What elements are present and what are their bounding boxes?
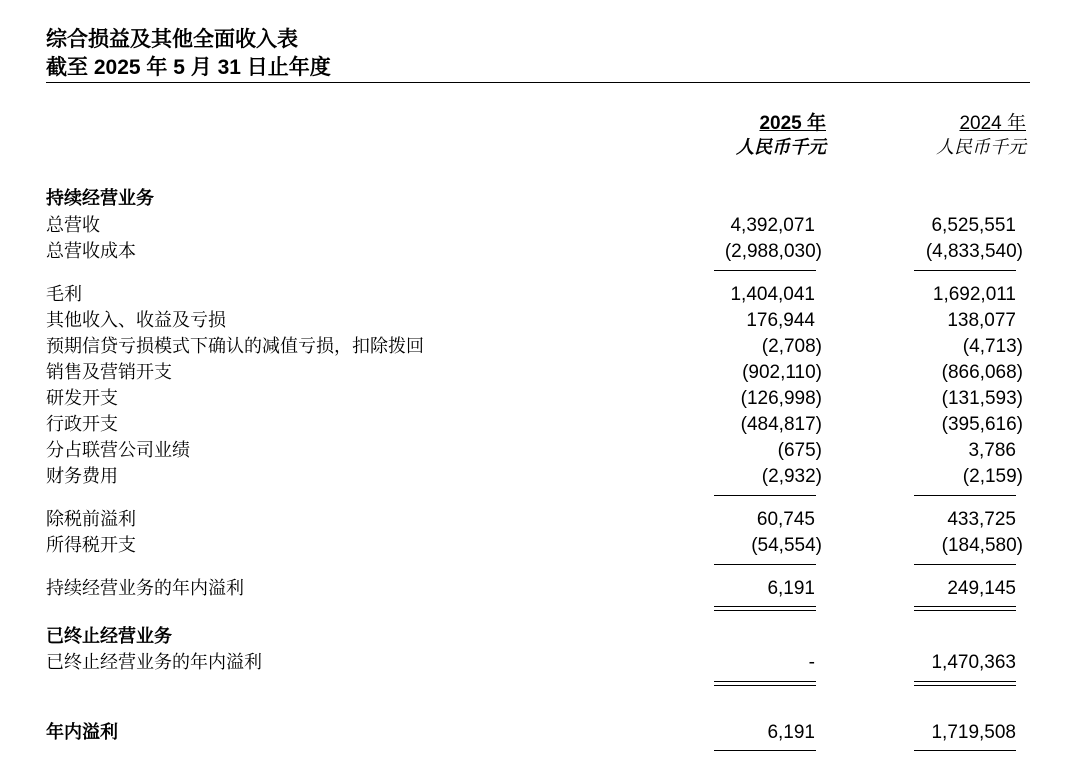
column-unit: 人民币千元 [736,137,826,158]
row-label: 行政开支 [46,414,118,435]
subtotal-rule [914,495,1016,496]
section-heading [0,186,1080,212]
value-2025: (126,998) [740,388,822,409]
table-row [0,334,1080,360]
value-2025: 60,745 [756,509,815,530]
table-row [0,650,1080,676]
total-rule [914,750,1016,751]
column-header-2024 [900,112,1026,160]
section-discontinued: 已终止经营业务 [46,626,172,647]
total-double-rule [714,606,816,611]
value-2025: (54,554) [751,535,822,556]
value-2025: 176,944 [746,310,815,331]
table-row [0,438,1080,464]
value-2024: 138,077 [947,310,1016,331]
value-2025: - [808,652,815,673]
value-2024: (4,833,540) [925,241,1023,262]
row-label: 销售及营销开支 [46,362,172,383]
total-double-rule [914,606,1016,611]
subtotal-rule [914,270,1016,271]
row-label: 其他收入、收益及亏损 [46,310,226,331]
table-row [0,282,1080,308]
table-row [0,213,1080,239]
value-2024: (866,068) [941,362,1023,383]
row-label: 年内溢利 [46,722,118,743]
statement-title: 综合损益及其他全面收入表 [46,28,298,51]
row-label: 财务费用 [46,466,118,487]
table-row [0,308,1080,334]
header-divider [46,82,1030,83]
value-2024: (395,616) [941,414,1023,435]
value-2024: 1,719,508 [931,722,1016,743]
table-row [0,386,1080,412]
table-row [0,464,1080,490]
value-2025: (2,932) [761,466,822,487]
value-2025: (484,817) [740,414,822,435]
value-2025: (2,708) [761,336,822,357]
value-2024: (2,159) [962,466,1023,487]
subtotal-rule [714,270,816,271]
value-2025: (2,988,030) [724,241,822,262]
table-row [0,533,1080,559]
total-double-rule [914,681,1016,686]
value-2024: (131,593) [941,388,1023,409]
subtotal-rule [714,495,816,496]
value-2025: 6,191 [767,722,815,743]
value-2024: 249,145 [947,578,1016,599]
value-2024: 1,692,011 [932,284,1016,305]
table-row [0,360,1080,386]
row-label: 除税前溢利 [46,509,136,530]
column-year: 2024 年 [959,113,1026,134]
statement-period: 截至 2025 年 5 月 31 日止年度 [46,56,331,79]
value-2025: (675) [777,440,822,461]
row-label: 预期信贷亏损模式下确认的减值亏损，扣除拨回 [46,336,424,357]
value-2025: 1,404,041 [730,284,815,305]
row-label: 所得税开支 [46,535,136,556]
value-2024: 6,525,551 [931,215,1016,236]
value-2025: 6,191 [767,578,815,599]
statement-header [46,26,1030,82]
section-continuing: 持续经营业务 [46,188,154,209]
value-2024: 433,725 [947,509,1016,530]
row-label: 毛利 [46,284,82,305]
column-year: 2025 年 [759,113,826,134]
value-2024: (4,713) [962,336,1023,357]
row-label: 已终止经营业务的年内溢利 [46,652,262,673]
value-2024: (184,580) [941,535,1023,556]
table-row [0,720,1080,746]
row-label: 分占联营公司业绩 [46,440,190,461]
table-row [0,576,1080,602]
row-label: 总营收 [46,215,100,236]
total-rule [714,750,816,751]
column-unit: 人民币千元 [936,137,1026,158]
table-row [0,507,1080,533]
row-label: 持续经营业务的年内溢利 [46,578,244,599]
row-label: 总营收成本 [46,241,136,262]
subtotal-rule [714,564,816,565]
section-heading [0,624,1080,650]
subtotal-rule [914,564,1016,565]
total-double-rule [714,681,816,686]
table-row [0,412,1080,438]
value-2024: 3,786 [968,440,1016,461]
row-label: 研发开支 [46,388,118,409]
value-2024: 1,470,363 [931,652,1016,673]
table-row [0,239,1080,265]
value-2025: (902,110) [742,362,822,383]
column-header-2025 [700,112,826,160]
value-2025: 4,392,071 [730,215,815,236]
